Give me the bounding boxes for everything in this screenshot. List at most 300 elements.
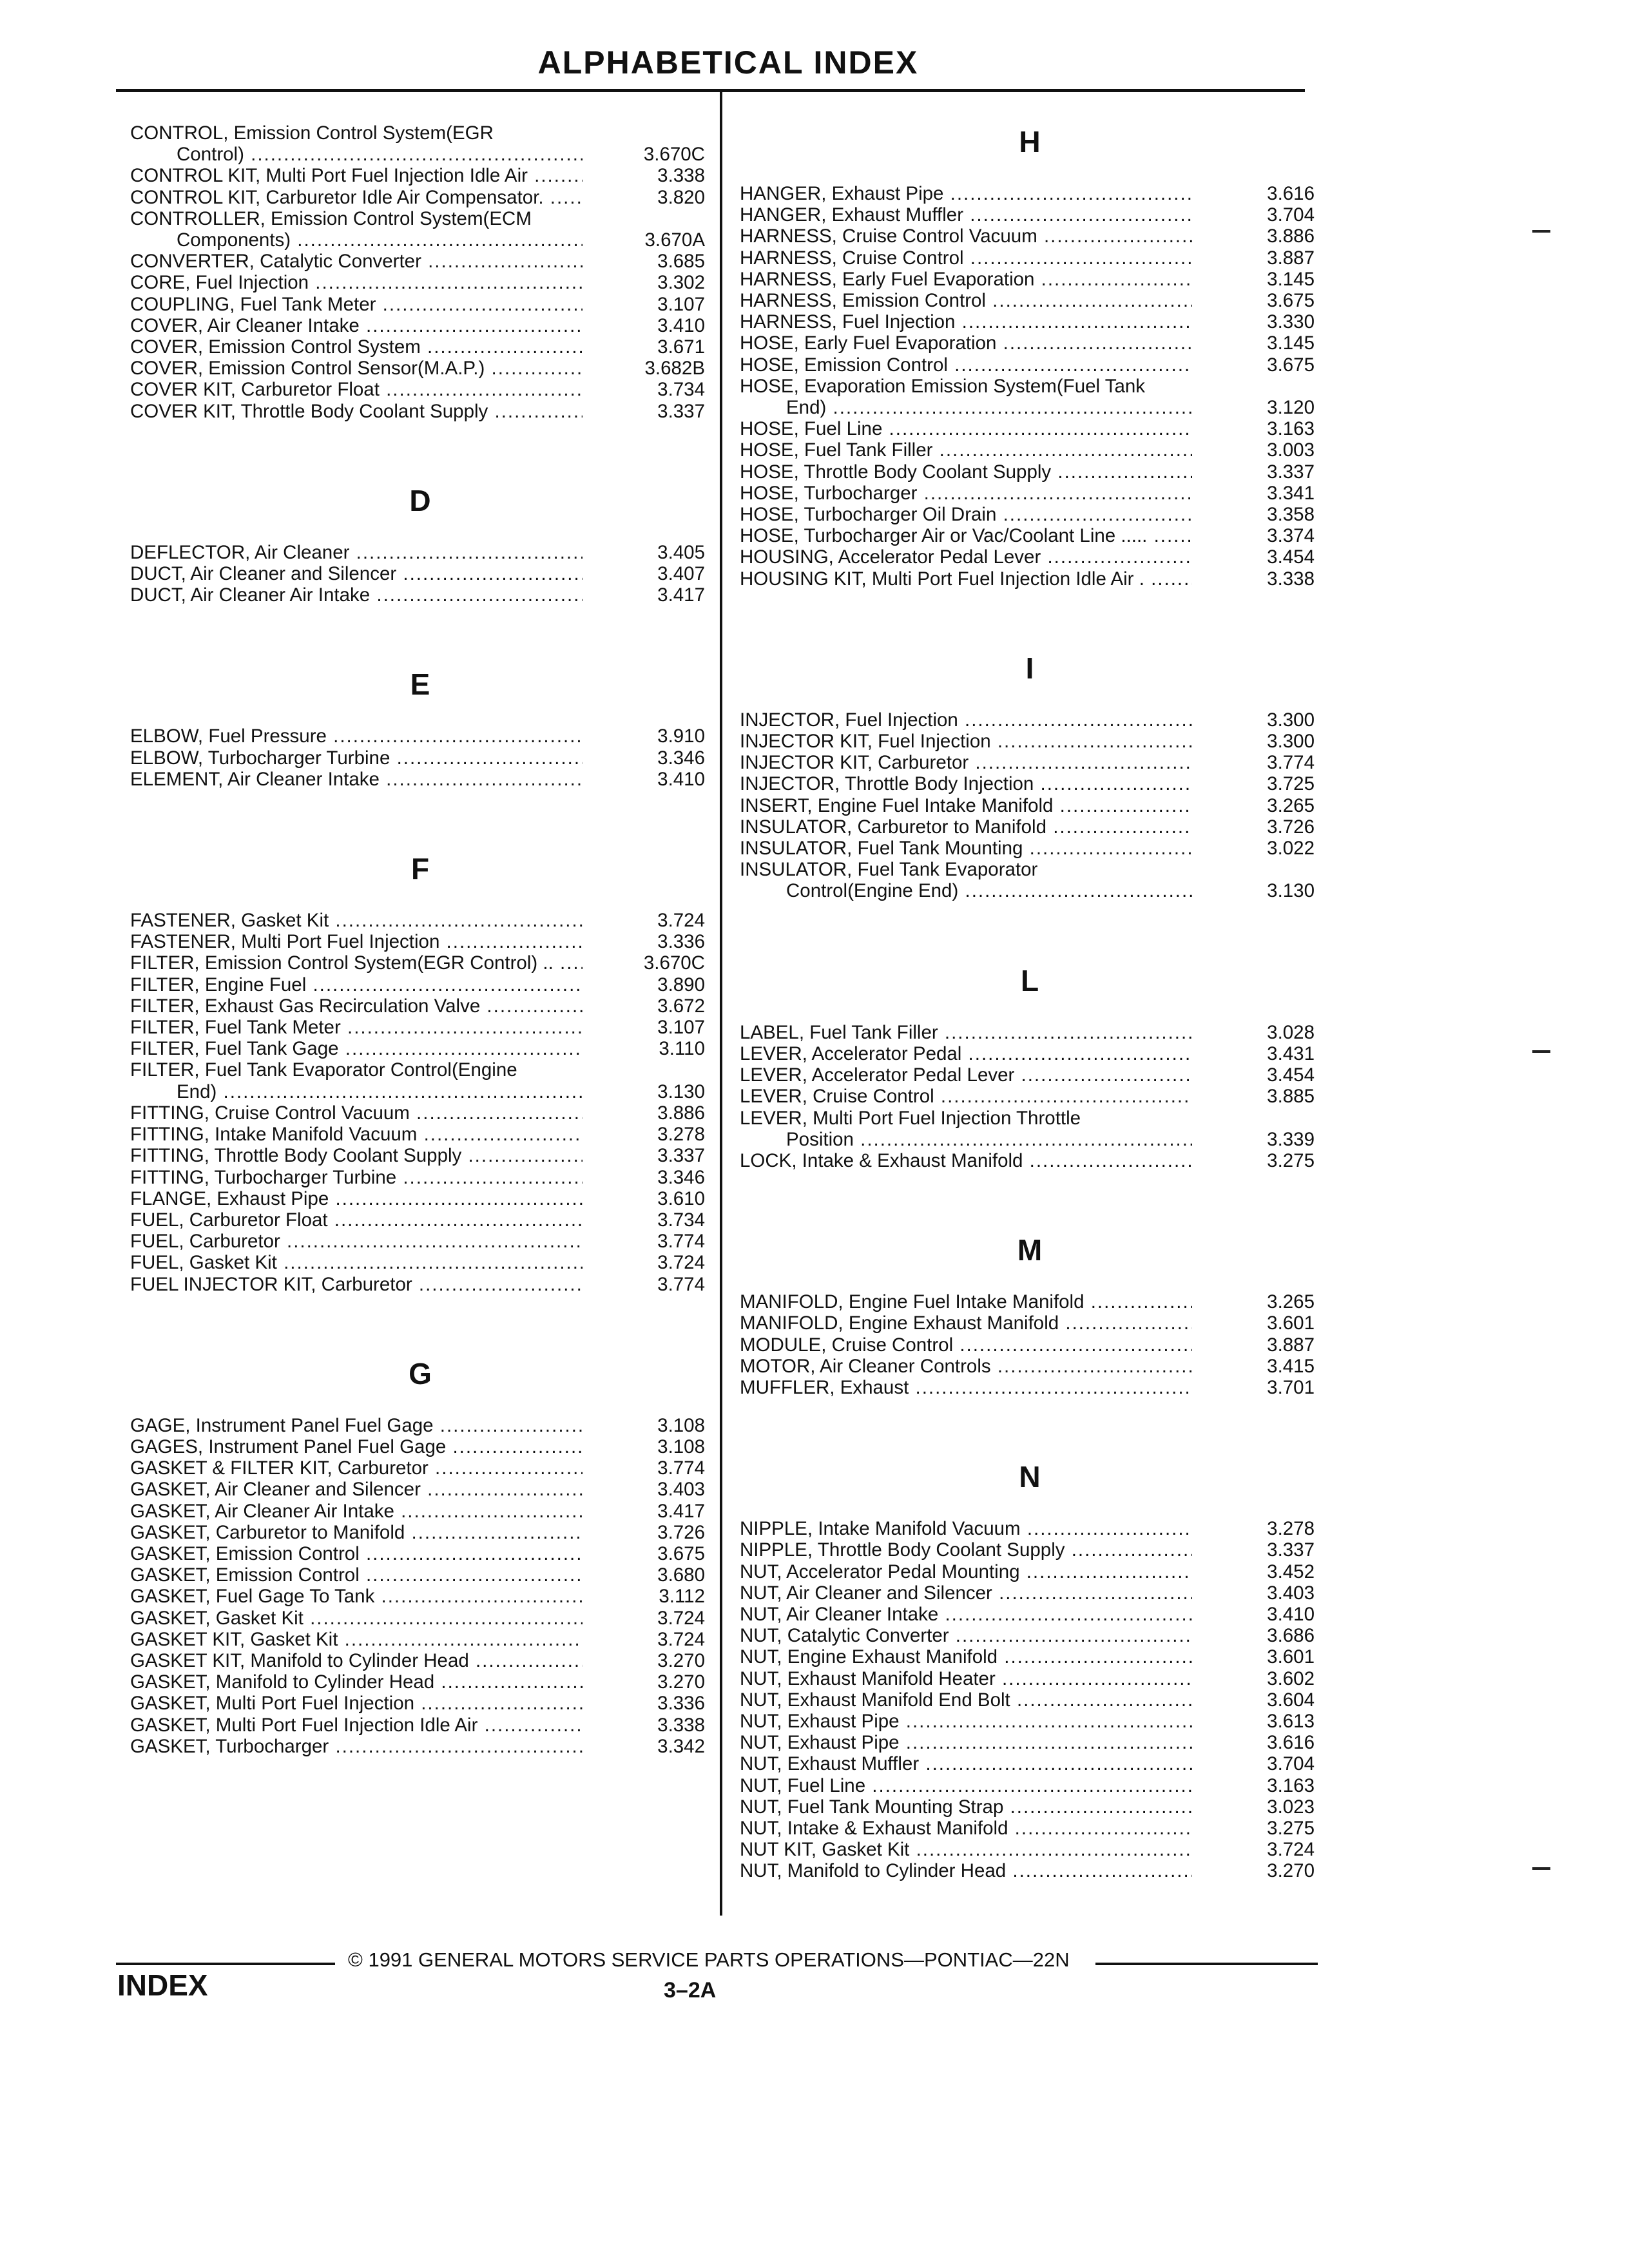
index-entry (740, 773, 1320, 794)
index-entry (740, 311, 1320, 332)
entry-page-ref: 3.338 (1267, 568, 1315, 590)
index-entry (740, 461, 1320, 483)
entry-page-ref: 3.724 (1267, 1839, 1315, 1861)
entry-label: MANIFOLD, Engine Exhaust Manifold ..... (740, 1312, 1192, 1334)
entry-page-ref: 3.682B (644, 358, 705, 380)
index-section (740, 649, 1320, 902)
entry-label: NUT, Catalytic Converter ..... (740, 1625, 1192, 1646)
entry-page-ref: 3.410 (1267, 1603, 1315, 1625)
index-entry (740, 1668, 1320, 1689)
section-letter: E (410, 668, 430, 702)
entry-label: FITTING, Intake Manifold Vacuum ..... (130, 1124, 583, 1145)
index-entry (130, 542, 710, 563)
entry-label: NUT, Exhaust Manifold Heater ..... (740, 1668, 1192, 1689)
index-entry (130, 1693, 710, 1714)
entry-label: FUEL, Carburetor ..... (130, 1231, 583, 1252)
entry-label: LABEL, Fuel Tank Filler ..... (740, 1022, 1192, 1043)
entry-label: DEFLECTOR, Air Cleaner ..... (130, 542, 583, 563)
index-entry (130, 358, 710, 379)
entry-label: NUT, Air Cleaner and Silencer ..... (740, 1582, 1192, 1604)
entry-page-ref: 3.601 (1267, 1646, 1315, 1668)
entry-label: CONTROL KIT, Carburetor Idle Air Compensator. ..... (130, 187, 583, 208)
entry-page-ref: 3.887 (1267, 1334, 1315, 1356)
entry-label: HARNESS, Cruise Control ..... (740, 247, 1192, 269)
index-entry (740, 1860, 1320, 1881)
entry-label: CONTROL KIT, Multi Port Fuel Injection Idle Air ..... (130, 165, 583, 186)
entry-label: HOUSING, Accelerator Pedal Lever ..... (740, 546, 1192, 568)
entry-page-ref: 3.724 (657, 910, 705, 932)
index-label: INDEX (117, 1968, 208, 2002)
entry-label: HOSE, Throttle Body Coolant Supply ..... (740, 461, 1192, 483)
entry-label: GASKET, Manifold to Cylinder Head ..... (130, 1671, 583, 1693)
copyright-footer: © 1991 GENERAL MOTORS SERVICE PARTS OPERATIONS—PONTIAC—22N (348, 1948, 1070, 1971)
entry-page-ref: 3.342 (657, 1735, 705, 1757)
entry-label: HOSE, Turbocharger Air or Vac/Coolant Line ..... ..... (740, 525, 1192, 546)
entry-page-ref: 3.734 (657, 1209, 705, 1231)
entry-label: GASKET, Air Cleaner Air Intake ..... (130, 1501, 583, 1522)
index-entry (740, 752, 1320, 773)
index-entry (130, 165, 710, 186)
entry-label: HARNESS, Cruise Control Vacuum ..... (740, 226, 1192, 247)
index-entry (740, 183, 1320, 204)
entry-label: FASTENER, Gasket Kit ..... (130, 910, 583, 931)
index-section (740, 122, 1320, 590)
entry-page-ref: 3.734 (657, 379, 705, 401)
entry-label: HANGER, Exhaust Muffler ..... (740, 204, 1192, 226)
entry-label: FITTING, Turbocharger Turbine ..... (130, 1167, 583, 1188)
index-entry (740, 1732, 1320, 1753)
entry-label: HOSE, Emission Control ..... (740, 354, 1192, 376)
entry-page-ref: 3.275 (1267, 1817, 1315, 1839)
entry-page-ref: 3.338 (657, 165, 705, 187)
entry-page-ref: 3.774 (657, 1231, 705, 1253)
index-entry (130, 1231, 710, 1252)
entry-page-ref: 3.616 (1267, 183, 1315, 204)
entry-label: FITTING, Throttle Body Coolant Supply ..... (130, 1145, 583, 1166)
index-section (740, 961, 1320, 1171)
index-entry (130, 747, 710, 769)
index-entry (130, 1145, 710, 1166)
entry-label: FILTER, Fuel Tank Evaporator Control(Engine (130, 1059, 517, 1081)
page-title: ALPHABETICAL INDEX (537, 44, 919, 81)
index-entry-continuation (740, 880, 1320, 901)
entry-page-ref: 3.670A (644, 229, 705, 251)
index-entry (130, 1457, 710, 1479)
page-number: 3–2A (664, 1978, 717, 2003)
index-entry (740, 290, 1320, 311)
entry-page-ref: 3.407 (657, 563, 705, 585)
index-entry (740, 204, 1320, 226)
index-entry (740, 1646, 1320, 1667)
index-entry (740, 816, 1320, 838)
index-entry (130, 974, 710, 995)
entry-label: MODULE, Cruise Control ..... (740, 1334, 1192, 1356)
section-letter: M (1017, 1233, 1043, 1267)
entry-page-ref: 3.431 (1267, 1043, 1315, 1064)
entry-label: FUEL, Gasket Kit ..... (130, 1252, 583, 1273)
index-entry (130, 251, 710, 272)
entry-label: CONTROL, Emission Control System(EGR (130, 122, 494, 144)
entry-page-ref: 3.675 (1267, 354, 1315, 376)
entry-label: HARNESS, Fuel Injection ..... (740, 311, 1192, 332)
index-entry (130, 1252, 710, 1273)
entry-label: HOSE, Early Fuel Evaporation ..... (740, 332, 1192, 354)
entry-page-ref: 3.886 (657, 1102, 705, 1124)
entry-label: ELBOW, Turbocharger Turbine ..... (130, 747, 583, 769)
entry-page-ref: 3.270 (1267, 1860, 1315, 1882)
index-entry (130, 1167, 710, 1188)
column-divider (720, 92, 722, 1916)
section-letter: F (410, 852, 430, 886)
index-entry (740, 439, 1320, 461)
entry-label: ELBOW, Fuel Pressure ..... (130, 726, 583, 747)
entry-page-ref: 3.686 (1267, 1625, 1315, 1647)
entry-label: HOSE, Fuel Line ..... (740, 418, 1192, 439)
index-entry (130, 1209, 710, 1231)
entry-label: INSULATOR, Fuel Tank Mounting ..... (740, 838, 1192, 859)
entry-label: MUFFLER, Exhaust ..... (740, 1377, 1192, 1398)
index-entry (740, 731, 1320, 752)
entry-page-ref: 3.613 (1267, 1710, 1315, 1732)
index-entry (130, 910, 710, 931)
index-entry (130, 563, 710, 584)
entry-label: FITTING, Cruise Control Vacuum ..... (130, 1102, 583, 1124)
entry-page-ref: 3.265 (1267, 1291, 1315, 1313)
entry-label: NUT, Manifold to Cylinder Head ..... (740, 1860, 1192, 1881)
entry-label: FUEL INJECTOR KIT, Carburetor ..... (130, 1274, 583, 1295)
entry-page-ref: 3.774 (657, 1457, 705, 1479)
index-entry (130, 1059, 710, 1081)
entry-page-ref: 3.145 (1267, 332, 1315, 354)
entry-page-ref: 3.330 (1267, 311, 1315, 333)
entry-page-ref: 3.672 (657, 995, 705, 1017)
entry-page-ref: 3.671 (657, 336, 705, 358)
index-entry (130, 1188, 710, 1209)
entry-label: NIPPLE, Throttle Body Coolant Supply ..... (740, 1539, 1192, 1561)
index-entry (130, 1415, 710, 1436)
entry-page-ref: 3.604 (1267, 1689, 1315, 1711)
entry-page-ref: 3.454 (1267, 546, 1315, 568)
index-entry (740, 418, 1320, 439)
entry-label: GASKET KIT, Manifold to Cylinder Head ..... (130, 1650, 583, 1671)
entry-label: NUT, Engine Exhaust Manifold ..... (740, 1646, 1192, 1667)
entry-label: NIPPLE, Intake Manifold Vacuum ..... (740, 1518, 1192, 1539)
index-section (740, 1457, 1320, 1881)
entry-label: NUT, Air Cleaner Intake ..... (740, 1604, 1192, 1625)
index-entry (740, 504, 1320, 525)
index-entry (130, 1715, 710, 1736)
index-entry (740, 1753, 1320, 1774)
entry-page-ref: 3.704 (1267, 204, 1315, 226)
entry-label: COVER, Emission Control System ..... (130, 336, 583, 358)
entry-label: GAGE, Instrument Panel Fuel Gage ..... (130, 1415, 583, 1436)
entry-page-ref: 3.336 (657, 1693, 705, 1715)
entry-label: GASKET, Carburetor to Manifold ..... (130, 1522, 583, 1543)
entry-page-ref: 3.726 (1267, 816, 1315, 838)
entry-page-ref: 3.022 (1267, 838, 1315, 860)
index-entry (740, 1582, 1320, 1604)
index-entry (130, 401, 710, 422)
index-entry (130, 1543, 710, 1564)
entry-label: GASKET, Air Cleaner and Silencer ..... (130, 1479, 583, 1500)
index-entry-continuation (130, 1081, 710, 1102)
entry-label: GASKET, Emission Control ..... (130, 1543, 583, 1564)
section-letter: L (1020, 963, 1039, 997)
entry-page-ref: 3.704 (1267, 1753, 1315, 1775)
index-entry (130, 187, 710, 208)
section-letter: G (409, 1356, 432, 1390)
entry-label: FILTER, Exhaust Gas Recirculation Valve ..... (130, 995, 583, 1017)
index-entry (740, 859, 1320, 880)
entry-label: NUT, Fuel Line ..... (740, 1775, 1192, 1796)
index-entry (740, 1689, 1320, 1711)
entry-page-ref: 3.358 (1267, 504, 1315, 526)
entry-label: HOSE, Evaporation Emission System(Fuel Tank (740, 375, 1146, 397)
entry-label: LEVER, Cruise Control ..... (740, 1086, 1192, 1107)
section-letter: D (409, 483, 431, 517)
index-entry (740, 1539, 1320, 1561)
entry-label: LEVER, Accelerator Pedal ..... (740, 1043, 1192, 1064)
index-entry-continuation (130, 229, 710, 251)
index-entry (130, 1736, 710, 1757)
entry-label: CONVERTER, Catalytic Converter ..... (130, 251, 583, 272)
entry-page-ref: 3.145 (1267, 268, 1315, 290)
index-entry (130, 995, 710, 1017)
index-entry (740, 1818, 1320, 1839)
entry-label: HOSE, Turbocharger ..... (740, 483, 1192, 504)
entry-page-ref: 3.346 (657, 1166, 705, 1188)
index-entry (740, 1108, 1320, 1129)
entry-label: FILTER, Fuel Tank Meter ..... (130, 1017, 583, 1038)
entry-page-ref: 3.337 (657, 400, 705, 422)
entry-page-ref: 3.163 (1267, 1774, 1315, 1796)
entry-page-ref: 3.337 (1267, 461, 1315, 483)
footer-rule-left (116, 1963, 335, 1965)
index-entry (740, 1377, 1320, 1398)
entry-label: FILTER, Fuel Tank Gage ..... (130, 1038, 583, 1059)
entry-label: COVER KIT, Throttle Body Coolant Supply ..... (130, 401, 583, 422)
entry-label: INJECTOR KIT, Fuel Injection ..... (740, 731, 1192, 752)
entry-label: COVER, Emission Control Sensor(M.A.P.) ..... (130, 358, 583, 379)
entry-page-ref: 3.887 (1267, 247, 1315, 269)
entry-page-ref: 3.374 (1267, 525, 1315, 547)
entry-page-ref: 3.341 (1267, 482, 1315, 504)
entry-label: GASKET, Multi Port Fuel Injection ..... (130, 1693, 583, 1714)
entry-page-ref: 3.724 (657, 1607, 705, 1629)
index-entry (130, 1479, 710, 1500)
entry-page-ref: 3.265 (1267, 794, 1315, 816)
index-entry (740, 376, 1320, 397)
entry-page-ref: 3.130 (1267, 880, 1315, 902)
index-entry (130, 1501, 710, 1522)
entry-page-ref: 3.454 (1267, 1064, 1315, 1086)
index-entry (740, 226, 1320, 247)
index-entry (130, 1102, 710, 1124)
entry-label: DUCT, Air Cleaner Air Intake ..... (130, 584, 583, 606)
index-entry (740, 332, 1320, 354)
entry-label: End) ..... (177, 1081, 583, 1102)
entry-page-ref: 3.890 (657, 974, 705, 995)
entry-label: GASKET & FILTER KIT, Carburetor ..... (130, 1457, 583, 1479)
index-entry (130, 1608, 710, 1629)
entry-page-ref: 3.410 (657, 768, 705, 790)
entry-label: LEVER, Multi Port Fuel Injection Throttle (740, 1107, 1081, 1129)
entry-label: End) ..... (786, 397, 1192, 418)
left-column (130, 122, 710, 1757)
entry-label: FILTER, Engine Fuel ..... (130, 974, 583, 995)
entry-page-ref: 3.028 (1267, 1021, 1315, 1043)
entry-page-ref: 3.110 (659, 1038, 705, 1060)
entry-label: COUPLING, Fuel Tank Meter ..... (130, 294, 583, 315)
entry-page-ref: 3.339 (1267, 1128, 1315, 1150)
entry-page-ref: 3.774 (657, 1273, 705, 1295)
index-entry (740, 1043, 1320, 1064)
entry-page-ref: 3.163 (1267, 418, 1315, 440)
entry-label: Components) ..... (177, 229, 583, 251)
entry-label: FUEL, Carburetor Float ..... (130, 1209, 583, 1231)
index-entry (130, 1650, 710, 1671)
index-entry (740, 1839, 1320, 1860)
entry-page-ref: 3.337 (657, 1145, 705, 1167)
entry-page-ref: 3.107 (657, 293, 705, 315)
index-entry (130, 1038, 710, 1059)
index-entry (130, 1017, 710, 1038)
index-entry (130, 379, 710, 400)
index-entry (740, 1150, 1320, 1171)
entry-label: FASTENER, Multi Port Fuel Injection ..... (130, 931, 583, 952)
index-entry (130, 122, 710, 144)
entry-page-ref: 3.725 (1267, 773, 1315, 795)
entry-label: HARNESS, Early Fuel Evaporation ..... (740, 269, 1192, 290)
index-section (740, 1231, 1320, 1398)
entry-page-ref: 3.701 (1267, 1376, 1315, 1398)
entry-label: HOSE, Turbocharger Oil Drain ..... (740, 504, 1192, 525)
entry-label: NUT, Exhaust Muffler ..... (740, 1753, 1192, 1774)
entry-label: INSERT, Engine Fuel Intake Manifold ..... (740, 795, 1192, 816)
index-section (130, 1354, 710, 1757)
entry-page-ref: 3.302 (657, 272, 705, 294)
entry-label: GASKET, Turbocharger ..... (130, 1736, 583, 1757)
entry-page-ref: 3.602 (1267, 1667, 1315, 1689)
entry-label: NUT, Exhaust Pipe ..... (740, 1711, 1192, 1732)
entry-page-ref: 3.405 (657, 541, 705, 563)
index-entry (740, 546, 1320, 568)
index-entry-continuation (130, 144, 710, 165)
entry-page-ref: 3.270 (657, 1671, 705, 1693)
entry-label: GASKET, Multi Port Fuel Injection Idle Air ..... (130, 1715, 583, 1736)
index-entry (740, 269, 1320, 290)
index-entry (740, 568, 1320, 590)
entry-page-ref: 3.403 (1267, 1582, 1315, 1604)
entry-label: GAGES, Instrument Panel Fuel Gage ..... (130, 1436, 583, 1457)
index-entry (740, 525, 1320, 546)
entry-page-ref: 3.670C (643, 144, 705, 166)
entry-label: GASKET, Fuel Gage To Tank ..... (130, 1586, 583, 1607)
entry-label: NUT, Fuel Tank Mounting Strap ..... (740, 1796, 1192, 1818)
index-entry (740, 709, 1320, 731)
entry-page-ref: 3.278 (1267, 1518, 1315, 1540)
section-letter: I (1025, 651, 1034, 685)
entry-label: NUT KIT, Gasket Kit ..... (740, 1839, 1192, 1860)
entry-page-ref: 3.120 (1267, 397, 1315, 419)
right-column (740, 122, 1320, 1882)
entry-page-ref: 3.820 (657, 186, 705, 208)
margin-mark (1532, 230, 1550, 233)
entry-label: Control) ..... (177, 144, 583, 165)
index-entry (130, 726, 710, 747)
entry-page-ref: 3.680 (657, 1564, 705, 1586)
index-section (130, 665, 710, 790)
index-entry (130, 769, 710, 790)
entry-page-ref: 3.112 (659, 1586, 705, 1608)
entry-label: NUT, Exhaust Manifold End Bolt ..... (740, 1689, 1192, 1711)
entry-page-ref: 3.023 (1267, 1796, 1315, 1818)
index-entry (740, 1086, 1320, 1107)
index-entry (130, 1436, 710, 1457)
section-letter: N (1019, 1460, 1041, 1494)
index-entry-continuation (740, 1129, 1320, 1150)
entry-page-ref: 3.670C (643, 952, 705, 974)
entry-page-ref: 3.910 (657, 726, 705, 747)
index-entry (130, 1671, 710, 1693)
entry-label: INJECTOR, Fuel Injection ..... (740, 709, 1192, 731)
entry-page-ref: 3.275 (1267, 1149, 1315, 1171)
index-entry (740, 1312, 1320, 1334)
index-entry (740, 483, 1320, 504)
index-entry (740, 1356, 1320, 1377)
entry-label: Control(Engine End) ..... (786, 880, 1192, 901)
index-entry (130, 336, 710, 358)
entry-page-ref: 3.278 (657, 1124, 705, 1146)
entry-page-ref: 3.130 (657, 1081, 705, 1102)
entry-page-ref: 3.616 (1267, 1732, 1315, 1754)
entry-label: MOTOR, Air Cleaner Controls ..... (740, 1356, 1192, 1377)
index-entry (130, 952, 710, 974)
margin-mark (1532, 1867, 1550, 1870)
entry-label: NUT, Intake & Exhaust Manifold ..... (740, 1818, 1192, 1839)
entry-page-ref: 3.417 (657, 1500, 705, 1522)
index-entry (740, 838, 1320, 859)
entry-page-ref: 3.601 (1267, 1312, 1315, 1334)
entry-label: HOUSING KIT, Multi Port Fuel Injection Idle Air . ..... (740, 568, 1192, 590)
index-entry (130, 1629, 710, 1650)
entry-page-ref: 3.452 (1267, 1561, 1315, 1582)
index-entry (740, 1291, 1320, 1312)
entry-label: FLANGE, Exhaust Pipe ..... (130, 1188, 583, 1209)
index-entry (740, 1518, 1320, 1539)
entry-label: INJECTOR, Throttle Body Injection ..... (740, 773, 1192, 794)
index-entry-continuation (740, 397, 1320, 418)
entry-page-ref: 3.338 (657, 1714, 705, 1736)
index-entry (130, 931, 710, 952)
entry-label: GASKET KIT, Gasket Kit ..... (130, 1629, 583, 1650)
index-entry (130, 272, 710, 293)
entry-page-ref: 3.675 (1267, 290, 1315, 312)
entry-page-ref: 3.337 (1267, 1539, 1315, 1561)
index-entry (740, 1796, 1320, 1818)
entry-label: DUCT, Air Cleaner and Silencer ..... (130, 563, 583, 584)
entry-page-ref: 3.403 (657, 1479, 705, 1501)
entry-page-ref: 3.107 (657, 1017, 705, 1039)
top-rule (116, 89, 1305, 92)
entry-page-ref: 3.108 (657, 1436, 705, 1457)
entry-label: MANIFOLD, Engine Fuel Intake Manifold ..... (740, 1291, 1192, 1312)
index-entry (740, 1775, 1320, 1796)
entry-label: HARNESS, Emission Control ..... (740, 290, 1192, 311)
index-entry (740, 1625, 1320, 1646)
entry-label: Position ..... (786, 1129, 1192, 1150)
index-entry (740, 354, 1320, 376)
